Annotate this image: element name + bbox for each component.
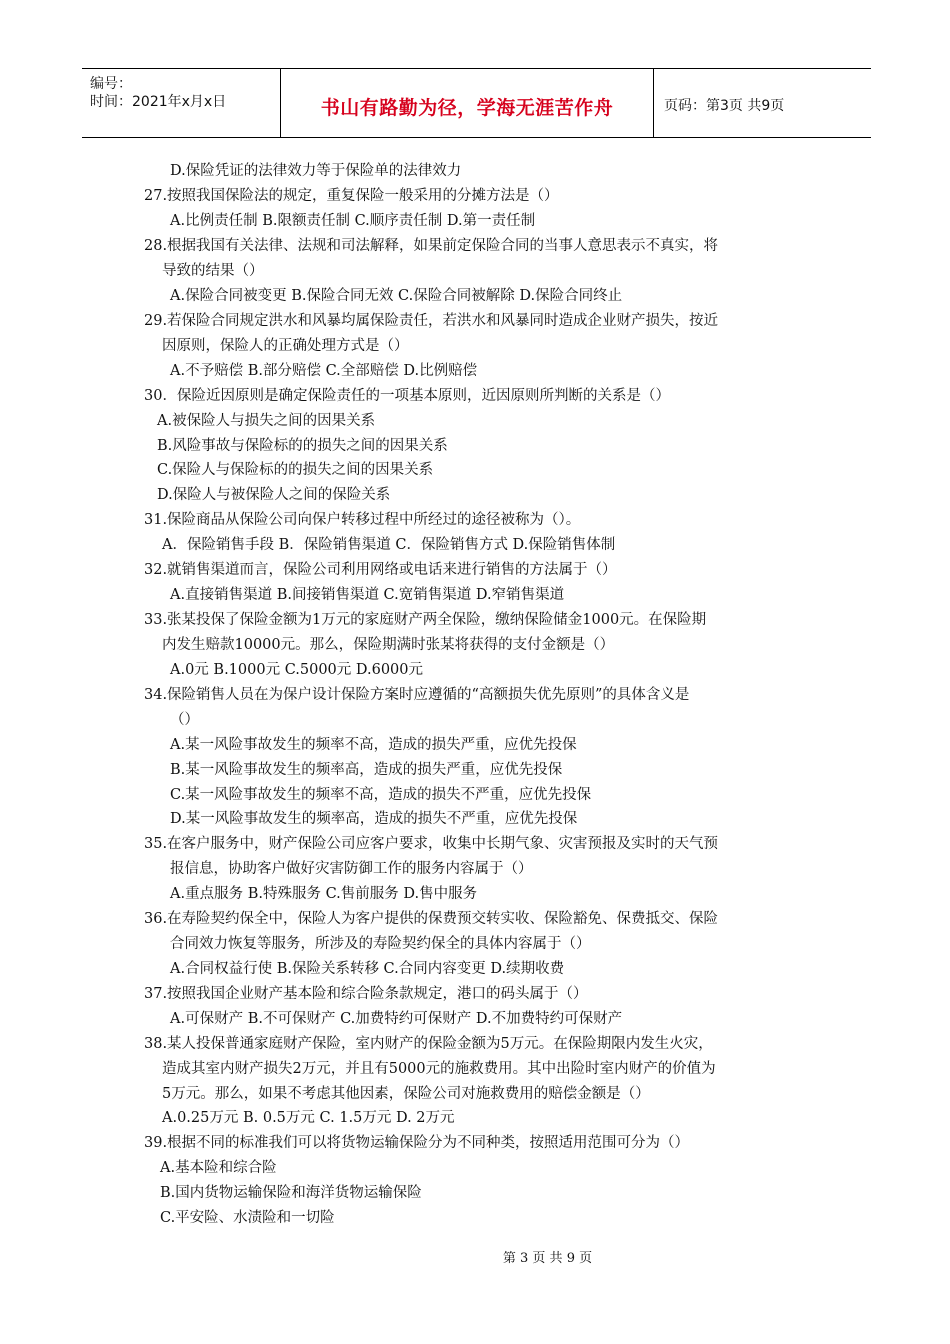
option-line: C.保险人与保险标的的损失之间的因果关系 <box>157 462 434 478</box>
question-line: 39.根据不同的标准我们可以将货物运输保险分为不同种类，按照适用范围可分为（） <box>144 1135 690 1151</box>
page-footer: 第 3 页 共 9 页 <box>502 1251 593 1266</box>
options-line: A.直接销售渠道 B.间接销售渠道 C.宽销售渠道 D.窄销售渠道 <box>170 587 565 603</box>
options-line: A.不予赔偿 B.部分赔偿 C.全部赔偿 D.比例赔偿 <box>170 363 478 379</box>
text-line: D.保险凭证的法律效力等于保险单的法律效力 <box>170 163 462 179</box>
option-line: B.某一风险事故发生的频率高，造成的损失严重，应优先投保 <box>170 762 563 778</box>
options-line: A.重点服务 B.特殊服务 C.售前服务 D.售中服务 <box>170 886 478 902</box>
options-line: A.可保财产 B.不可保财产 C.加费特约可保财产 D.不加费特约可保财产 <box>170 1011 623 1027</box>
question-line: 32.就销售渠道而言，保险公司利用网络或电话来进行销售的方法属于（） <box>144 562 617 578</box>
question-line: 内发生赔款10000元。那么，保险期满时张某将获得的支付金额是（） <box>162 637 615 653</box>
question-line: 28.根据我国有关法律、法规和司法解释，如果前定保险合同的当事人意思表示不真实，将 <box>144 238 719 254</box>
header-meta-cell <box>82 69 281 137</box>
question-line: 37.按照我国企业财产基本险和综合险条款规定，港口的码头属于（） <box>144 986 588 1002</box>
option-line: D.某一风险事故发生的频率高，造成的损失不严重，应优先投保 <box>170 811 578 827</box>
options-line: A.保险合同被变更 B.保险合同无效 C.保险合同被解除 D.保险合同终止 <box>170 288 623 304</box>
document-time-label: 时间：2021年x月x日 <box>90 94 227 110</box>
question-line: 29.若保险合同规定洪水和风暴均属保险责任，若洪水和风暴同时造成企业财产损失，按近 <box>144 313 719 329</box>
option-line: A.某一风险事故发生的频率不高，造成的损失严重，应优先投保 <box>170 737 577 753</box>
document-number-label: 编号： <box>90 76 132 92</box>
question-line: 合同效力恢复等服务，所涉及的寿险契约保全的具体内容属于（） <box>170 936 591 952</box>
options-line: A.合同权益行使 B.保险关系转移 C.合同内容变更 D.续期收费 <box>170 961 565 977</box>
question-line: 造成其室内财产损失2万元，并且有5000元的施救费用。其中出险时室内财产的价值为 <box>162 1061 716 1077</box>
option-line: A.被保险人与损失之间的因果关系 <box>157 413 376 429</box>
option-line: C.某一风险事故发生的频率不高，造成的损失不严重，应优先投保 <box>170 787 592 803</box>
question-line: 38.某人投保普通家庭财产保险，室内财产的保险金额为5万元。在保险期限内发生火灾， <box>144 1036 713 1052</box>
question-line: 35.在客户服务中，财产保险公司应客户要求，收集中长期气象、灾害预报及实时的天气预 <box>144 836 719 852</box>
question-line: 33.张某投保了保险金额为1万元的家庭财产两全保险，缴纳保险储金1000元。在保险期 <box>144 612 707 628</box>
options-line: A．保险销售手段 B．保险销售渠道 C．保险销售方式 D.保险销售体制 <box>162 537 616 553</box>
question-line: 31.保险商品从保险公司向保户转移过程中所经过的途径被称为（）。 <box>144 512 581 528</box>
question-line: 因原则，保险人的正确处理方式是（） <box>162 338 409 354</box>
question-line: 报信息，协助客户做好灾害防御工作的服务内容属于（） <box>170 861 533 877</box>
options-line: A.0.25万元 B. 0.5万元 C. 1.5万元 D. 2万元 <box>162 1110 455 1126</box>
header-page-cell <box>654 69 871 137</box>
question-line: 34.保险销售人员在为保户设计保险方案时应遵循的“高额损失优先原则”的具体含义是 <box>144 687 690 703</box>
options-line: A.0元 B.1000元 C.5000元 D.6000元 <box>170 662 424 678</box>
question-line: 导致的结果（） <box>162 263 264 279</box>
question-line: （） <box>170 712 199 728</box>
question-line: 30．保险近因原则是确定保险责任的一项基本原则，近因原则所判断的关系是（） <box>144 388 670 404</box>
option-line: D.保险人与被保险人之间的保险关系 <box>157 487 391 503</box>
options-line: A.比例责任制 B.限额责任制 C.顺序责任制 D.第一责任制 <box>170 213 536 229</box>
header-motto: 书山有路勤为径，学海无涯苦作舟 <box>320 97 614 119</box>
option-line: B.国内货物运输保险和海洋货物运输保险 <box>160 1185 422 1201</box>
header-motto-cell <box>281 69 654 137</box>
question-line: 36.在寿险契约保全中，保险人为客户提供的保费预交转实收、保险豁免、保费抵交、保险 <box>144 911 719 927</box>
page-header <box>82 68 871 138</box>
question-line: 27.按照我国保险法的规定，重复保险一般采用的分摊方法是（） <box>144 188 559 204</box>
header-page-code: 页码：第3页 共9页 <box>664 98 785 114</box>
option-line: A.基本险和综合险 <box>160 1160 277 1176</box>
option-line: C.平安险、水渍险和一切险 <box>160 1210 335 1226</box>
question-line: 5万元。那么，如果不考虑其他因素，保险公司对施救费用的赔偿金额是（） <box>162 1086 650 1102</box>
option-line: B.风险事故与保险标的的损失之间的因果关系 <box>157 438 448 454</box>
